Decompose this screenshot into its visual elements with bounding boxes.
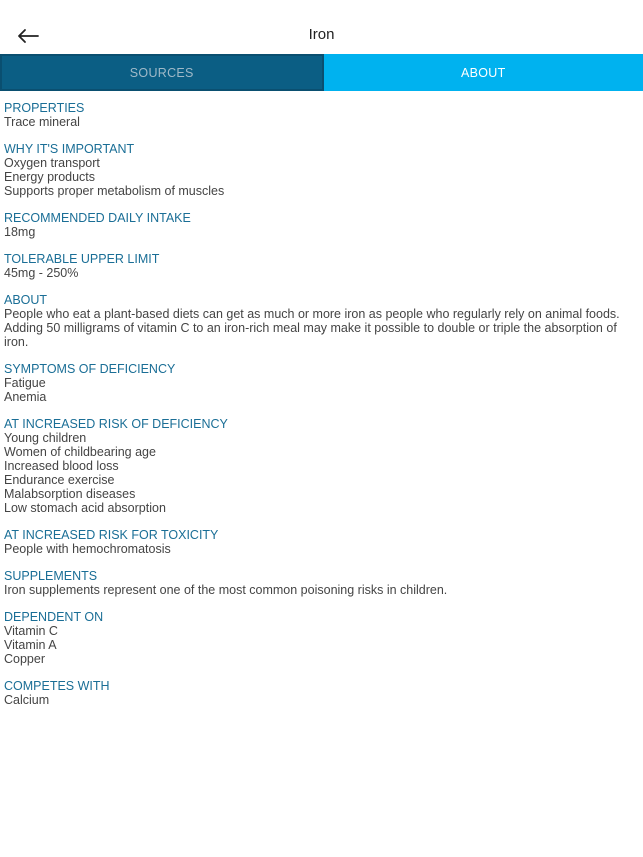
section-title: SUPPLEMENTS (4, 569, 98, 583)
section-title: PROPERTIES (4, 101, 85, 115)
section-line: People with hemochromatosis (4, 542, 171, 556)
section-title: ABOUT (4, 293, 48, 307)
header-bar (0, 0, 643, 54)
section (4, 417, 639, 515)
tab-sources[interactable]: SOURCES (0, 54, 324, 91)
section-line: Energy products (4, 170, 96, 184)
section (4, 569, 639, 597)
section-line: 45mg - 250% (4, 266, 79, 280)
section (4, 211, 639, 239)
section (4, 362, 639, 404)
section-title: AT INCREASED RISK OF DEFICIENCY (4, 417, 228, 431)
page-title: Iron (308, 26, 335, 43)
section-title: SYMPTOMS OF DEFICIENCY (4, 362, 176, 376)
section (4, 142, 639, 198)
section-title: RECOMMENDED DAILY INTAKE (4, 211, 191, 225)
section (4, 679, 639, 707)
about-content (0, 91, 643, 707)
section-line: Calcium (4, 693, 50, 707)
section-line: Anemia (4, 390, 47, 404)
tab-bar (0, 54, 643, 91)
section-line: Endurance exercise (4, 473, 115, 487)
section (4, 528, 639, 556)
section-title: DEPENDENT ON (4, 610, 104, 624)
section-line: Oxygen transport (4, 156, 100, 170)
section-line: Low stomach acid absorption (4, 501, 166, 515)
section-line: Women of childbearing age (4, 445, 156, 459)
section-line: People who eat a plant-based diets can get as much or more iron as people who regularly rely on animal foods. Adding 50 milligrams of vitamin C to an iron-rich meal may make it possible to double or triple the absorption of iron. (4, 307, 620, 349)
section-title: WHY IT'S IMPORTANT (4, 142, 135, 156)
tab-about[interactable]: ABOUT (324, 54, 643, 91)
section-line: 18mg (4, 225, 36, 239)
section-title: TOLERABLE UPPER LIMIT (4, 252, 160, 266)
section-line: Young children (4, 431, 87, 445)
section (4, 293, 639, 349)
section-title: COMPETES WITH (4, 679, 110, 693)
section-line: Iron supplements represent one of the most common poisoning risks in children. (4, 583, 448, 597)
section (4, 101, 639, 129)
section-line: Trace mineral (4, 115, 80, 129)
section-line: Supports proper metabolism of muscles (4, 184, 225, 198)
section-line: Vitamin A (4, 638, 57, 652)
section-line: Increased blood loss (4, 459, 119, 473)
section-line: Fatigue (4, 376, 46, 390)
section-title: AT INCREASED RISK FOR TOXICITY (4, 528, 219, 542)
section-line: Copper (4, 652, 45, 666)
section (4, 252, 639, 280)
section-line: Vitamin C (4, 624, 58, 638)
section (4, 610, 639, 666)
section-line: Malabsorption diseases (4, 487, 136, 501)
